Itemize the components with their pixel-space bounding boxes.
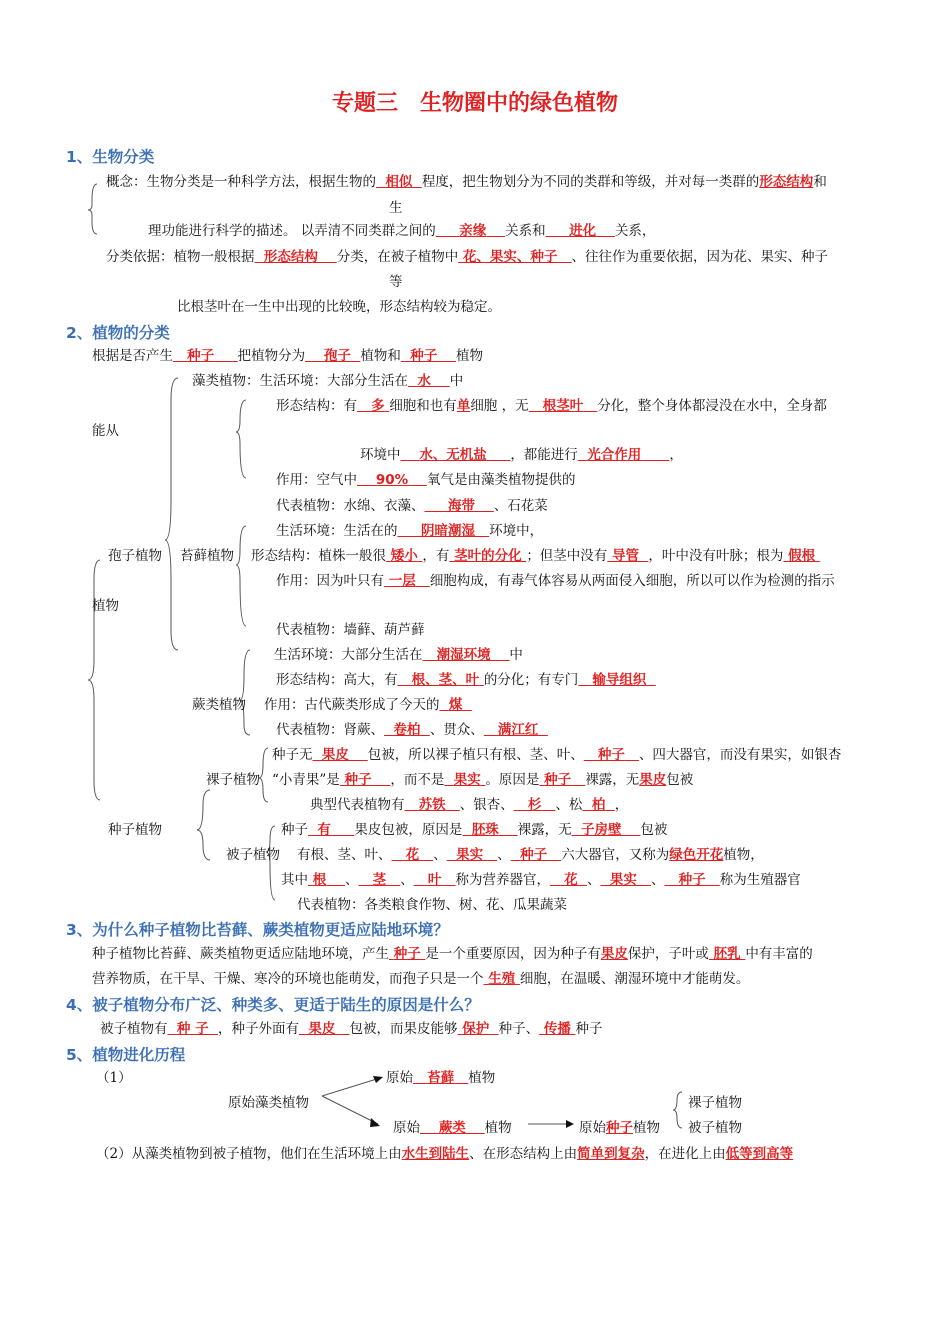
spore-plants-label: 孢子植物 [108,548,162,564]
fern-function: 作用：古代蕨类形成了今天的 煤 [264,697,463,713]
angio-line-3: 其中 根 、 茎 、 叶 称为营养器官， 花 、 果实 、 种子 称为生殖器官 [281,872,801,888]
spore-brace [165,378,178,650]
basis-line-2: 比根茎叶在一生中出现的比较晚，形态结构较为稳定。 [177,299,501,315]
classification-basis: 根据是否产生 种子 把植物分为 孢子 植物和 种子 植物 [92,348,484,364]
gymno-label: 裸子植物 [206,772,260,788]
gymno-line-2: “小青果”是 种子 ，而不是 果实 。原因是 种子 裸露，无果皮包被 [272,772,694,788]
moss-brace [236,526,246,626]
section-3-heading: 3、为什么种子植物比苔藓、蕨类植物更适应陆地环境？ [66,921,449,939]
moss-function: 作用：因为叶只有 一层 细胞构成，有毒气体容易从两面侵入细胞，所以可以作为检测的指示 [276,573,835,589]
s3-line-1: 种子植物比苔藓、蕨类植物更适应陆地环境，产生 种子 是一个重要原因，因为种子有果皮保护，子叶或 胚乳 中有丰富的 [92,946,813,962]
s4-line-1: 被子植物有 种 子 ，种子外面有 果皮 包被，而果皮能够 保护 种子、 传播 种子 [100,1021,603,1037]
moss-env: 生活环境：生活在的 阴暗潮湿 环境中， [276,523,544,539]
angio-line-1: 种子 有 果皮包被，原因是 胚珠 裸露，无 子房壁 包被 [281,822,668,838]
fern-examples: 代表植物：肾蕨、 卷柏 、贯众、 满江红 [276,722,539,738]
algae-structure-wrap: 能从 [92,423,119,439]
section-5-heading: 5、植物进化历程 [66,1046,186,1064]
evolution-item-2: （2）从藻类植物到被子植物，他们在生活环境上由水生到陆生、在形态结构上由简单到复杂，在进化上由低等到高等 [96,1146,794,1162]
angio-line-2: 有根、茎、叶、 花 、 果实 、 种子 六大器官，又称为绿色开花植物， [297,847,764,863]
concept-line-2: 理功能进行科学的描述。 以弄清不同类群之间的 亲缘 关系和 进化 关系， [148,223,656,239]
fern-brace [240,650,250,735]
evolution-seed: 原始种子植物 [579,1120,660,1136]
algae-structure: 形态结构：有 多 细胞和也有单细胞 ，无 根茎叶 分化，整个身体都浸没在水中，全身都 [276,398,827,414]
basis-line-tail: 等 [389,274,403,290]
concept-line-1-tail: 生 [389,200,403,216]
arrow-to-fern [322,1096,378,1124]
spore-plants-label-wrap: 植物 [92,598,119,614]
fern-env: 生活环境：大部分生活在 潮湿环境 中 [274,647,523,663]
gymno-brace [259,748,268,802]
page-title: 专题三 生物圈中的绿色植物 [331,91,618,116]
algae-structure-2: 环境中 水、无机盐 ，都能进行 光合作用 ， [360,447,683,463]
fern-label: 蕨类植物 [192,697,246,713]
seed-split-brace [673,1092,682,1128]
evolution-item-1: （1） [96,1070,132,1086]
basis-line: 分类依据：植物一般根据 形态结构 分类，在被子植物中 花、果实、种子 、往往作为重要依据，因为花、果实、种子 [106,249,829,265]
moss-structure: 形态结构：植株一般很 矮小 ，有 茎叶的分化 ；但茎中没有 导管 ，叶中没有叶脉；根为 假根 [251,548,816,564]
algae-examples: 代表植物：水绵、衣藻、 海带 、石花菜 [276,498,548,514]
evolution-algae: 原始藻类植物 [228,1095,309,1111]
gymno-line-1: 种子无 果皮 包被，所以裸子植只有根、茎、叶、 种子 、四大器官，而没有果实，如银杏 [272,747,842,763]
concept-line-1: 概念：生物分类是一种科学方法，根据生物的 相似 程度，把生物划分为不同的类群和等级，并对每一类群的形态结构和 [106,174,827,190]
gymno-examples: 典型代表植物有 苏铁 、银杏、 杉 、松 柏 ， [310,797,629,813]
fern-structure: 形态结构：高大，有 根、茎、叶 的分化；有专门 输导组织 [276,672,647,688]
evolution-moss: 原始 苔藓 植物 [386,1070,496,1086]
main-brace [88,560,100,800]
algae-env: 藻类植物：生活环境：大部分生活在 水 中 [192,373,464,389]
evolution-fern: 原始 蕨类 植物 [393,1120,512,1136]
seed-plants-label: 种子植物 [108,822,162,838]
angio-label: 被子植物 [226,847,280,863]
s3-line-2: 营养物质，在干旱、干燥、寒冷的环境也能萌发，而孢子只是一个 生殖 细胞，在温暖、潮湿环境中才能萌发。 [92,971,750,987]
angio-examples: 代表植物：各类粮食作物、树、花、瓜果蔬菜 [297,897,567,913]
section-2-heading: 2、植物的分类 [66,324,170,342]
arrow-to-moss [322,1078,380,1096]
algae-function: 作用：空气中 90% 氧气是由藻类植物提供的 [276,472,576,488]
evolution-gymno: 裸子植物 [688,1095,742,1111]
moss-examples: 代表植物：墙藓、葫芦藓 [276,622,425,638]
seed-brace [197,790,210,860]
evolution-angio: 被子植物 [688,1120,742,1136]
section-4-heading: 4、被子植物分布广泛、种类多、更适于陆生的原因是什么？ [66,996,480,1014]
section-1-heading: 1、生物分类 [66,148,155,166]
concept-brace [88,184,97,234]
moss-label: 苔藓植物 [180,548,234,564]
algae-brace [236,400,246,478]
